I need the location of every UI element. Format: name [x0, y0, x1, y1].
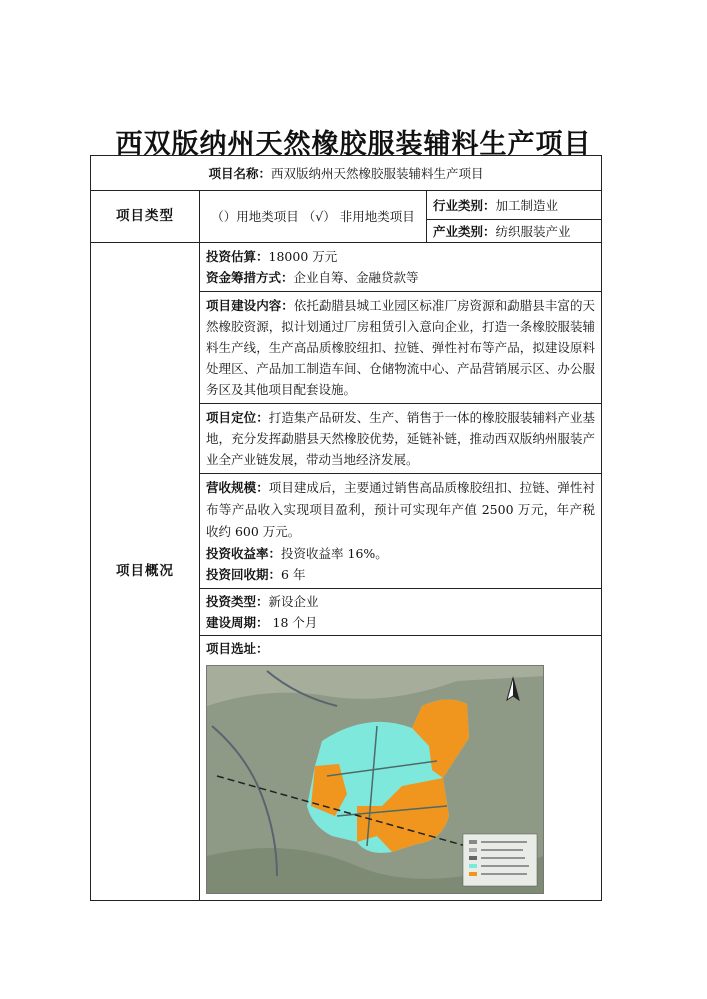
roi-value: 投资收益率 16%。: [281, 546, 388, 561]
page-title: 西双版纳州天然橡胶服装辅料生产项目: [115, 129, 592, 160]
funding-value: 企业自筹、金融贷款等: [293, 270, 419, 285]
revenue-line: [206, 477, 595, 543]
industry-category: [427, 191, 602, 220]
funding-label: 资金筹措方式：: [206, 270, 294, 285]
project-type-label: 项目类型: [91, 191, 200, 243]
project-name-label: 项目名称：: [208, 165, 272, 181]
site-label: 项目选址：: [206, 641, 269, 656]
positioning-value: 打造集产品研发、生产、销售于一体的橡胶服装辅料产业基地，充分发挥勐腊县天然橡胶优势，延链补链，推动西双版纳州服装产业全产业链发展，带动当地经济发展。: [206, 410, 596, 467]
roi-line: [206, 543, 595, 564]
overview-label: 项目概况: [91, 243, 200, 901]
industry-label: 行业类别：: [433, 197, 496, 213]
payback-line: [206, 564, 595, 585]
sector-label: 产业类别：: [433, 223, 496, 239]
revenue-value: 项目建成后，主要通过销售高品质橡胶纽扣、拉链、弹性衬布等产品收入实现项目盈利，预计可实现年产值 2500 万元，年产税收约 600 万元。: [206, 480, 596, 539]
industry-value: 加工制造业: [495, 197, 559, 213]
revenue-label: 营收规模：: [206, 480, 269, 495]
positioning-label: 项目定位：: [206, 410, 269, 425]
project-table: [90, 155, 602, 901]
legend-swatch: [469, 864, 477, 868]
legend-swatch: [469, 848, 477, 852]
site-map: [206, 665, 544, 894]
project-name-value: 西双版纳州天然橡胶服装辅料生产项目: [271, 165, 484, 181]
investment-row: [91, 243, 602, 292]
legend-swatch: [469, 856, 477, 860]
period-value: 18 个月: [268, 615, 318, 630]
project-type-row: [91, 191, 602, 220]
payback-label: 投资回收期：: [206, 567, 282, 582]
period-label: 建设周期：: [206, 615, 269, 630]
invest-type-value: 新设企业: [268, 594, 319, 609]
roi-label: 投资收益率：: [206, 546, 282, 561]
site-map-graphic: [207, 666, 543, 893]
content-label: 项目建设内容：: [206, 298, 294, 313]
sector-category: [427, 220, 602, 243]
invest-type-label: 投资类型：: [206, 594, 269, 609]
content-value: 依托勐腊县城工业园区标准厂房资源和勐腊县丰富的天然橡胶资源，拟计划通过厂房租赁引入意向企业，打造一条橡胶服装辅料生产线，生产高品质橡胶纽扣、拉链、弹性衬布等产品，拟建设原料处理区、产品加工制造车间、仓储物流中心、产品营销展示区、办公服务区及其他项目配套设施。: [206, 298, 596, 397]
invest-type-line: [206, 591, 595, 612]
investment-line: [206, 246, 595, 267]
period-line: [206, 612, 595, 633]
investment-label: 投资估算：: [206, 249, 269, 264]
sector-value: 纺织服装产业: [495, 223, 571, 239]
investment-value: 18000 万元: [268, 249, 338, 264]
payback-value: 6 年: [281, 567, 306, 582]
project-name-row: [91, 156, 602, 191]
land-use-option: （）用地类项目: [211, 209, 299, 224]
legend-swatch: [469, 872, 477, 876]
funding-line: [206, 267, 595, 288]
non-land-use-option: （√） 非用地类项目: [302, 209, 415, 224]
project-type-options: [200, 191, 427, 243]
legend-swatch: [469, 840, 477, 844]
